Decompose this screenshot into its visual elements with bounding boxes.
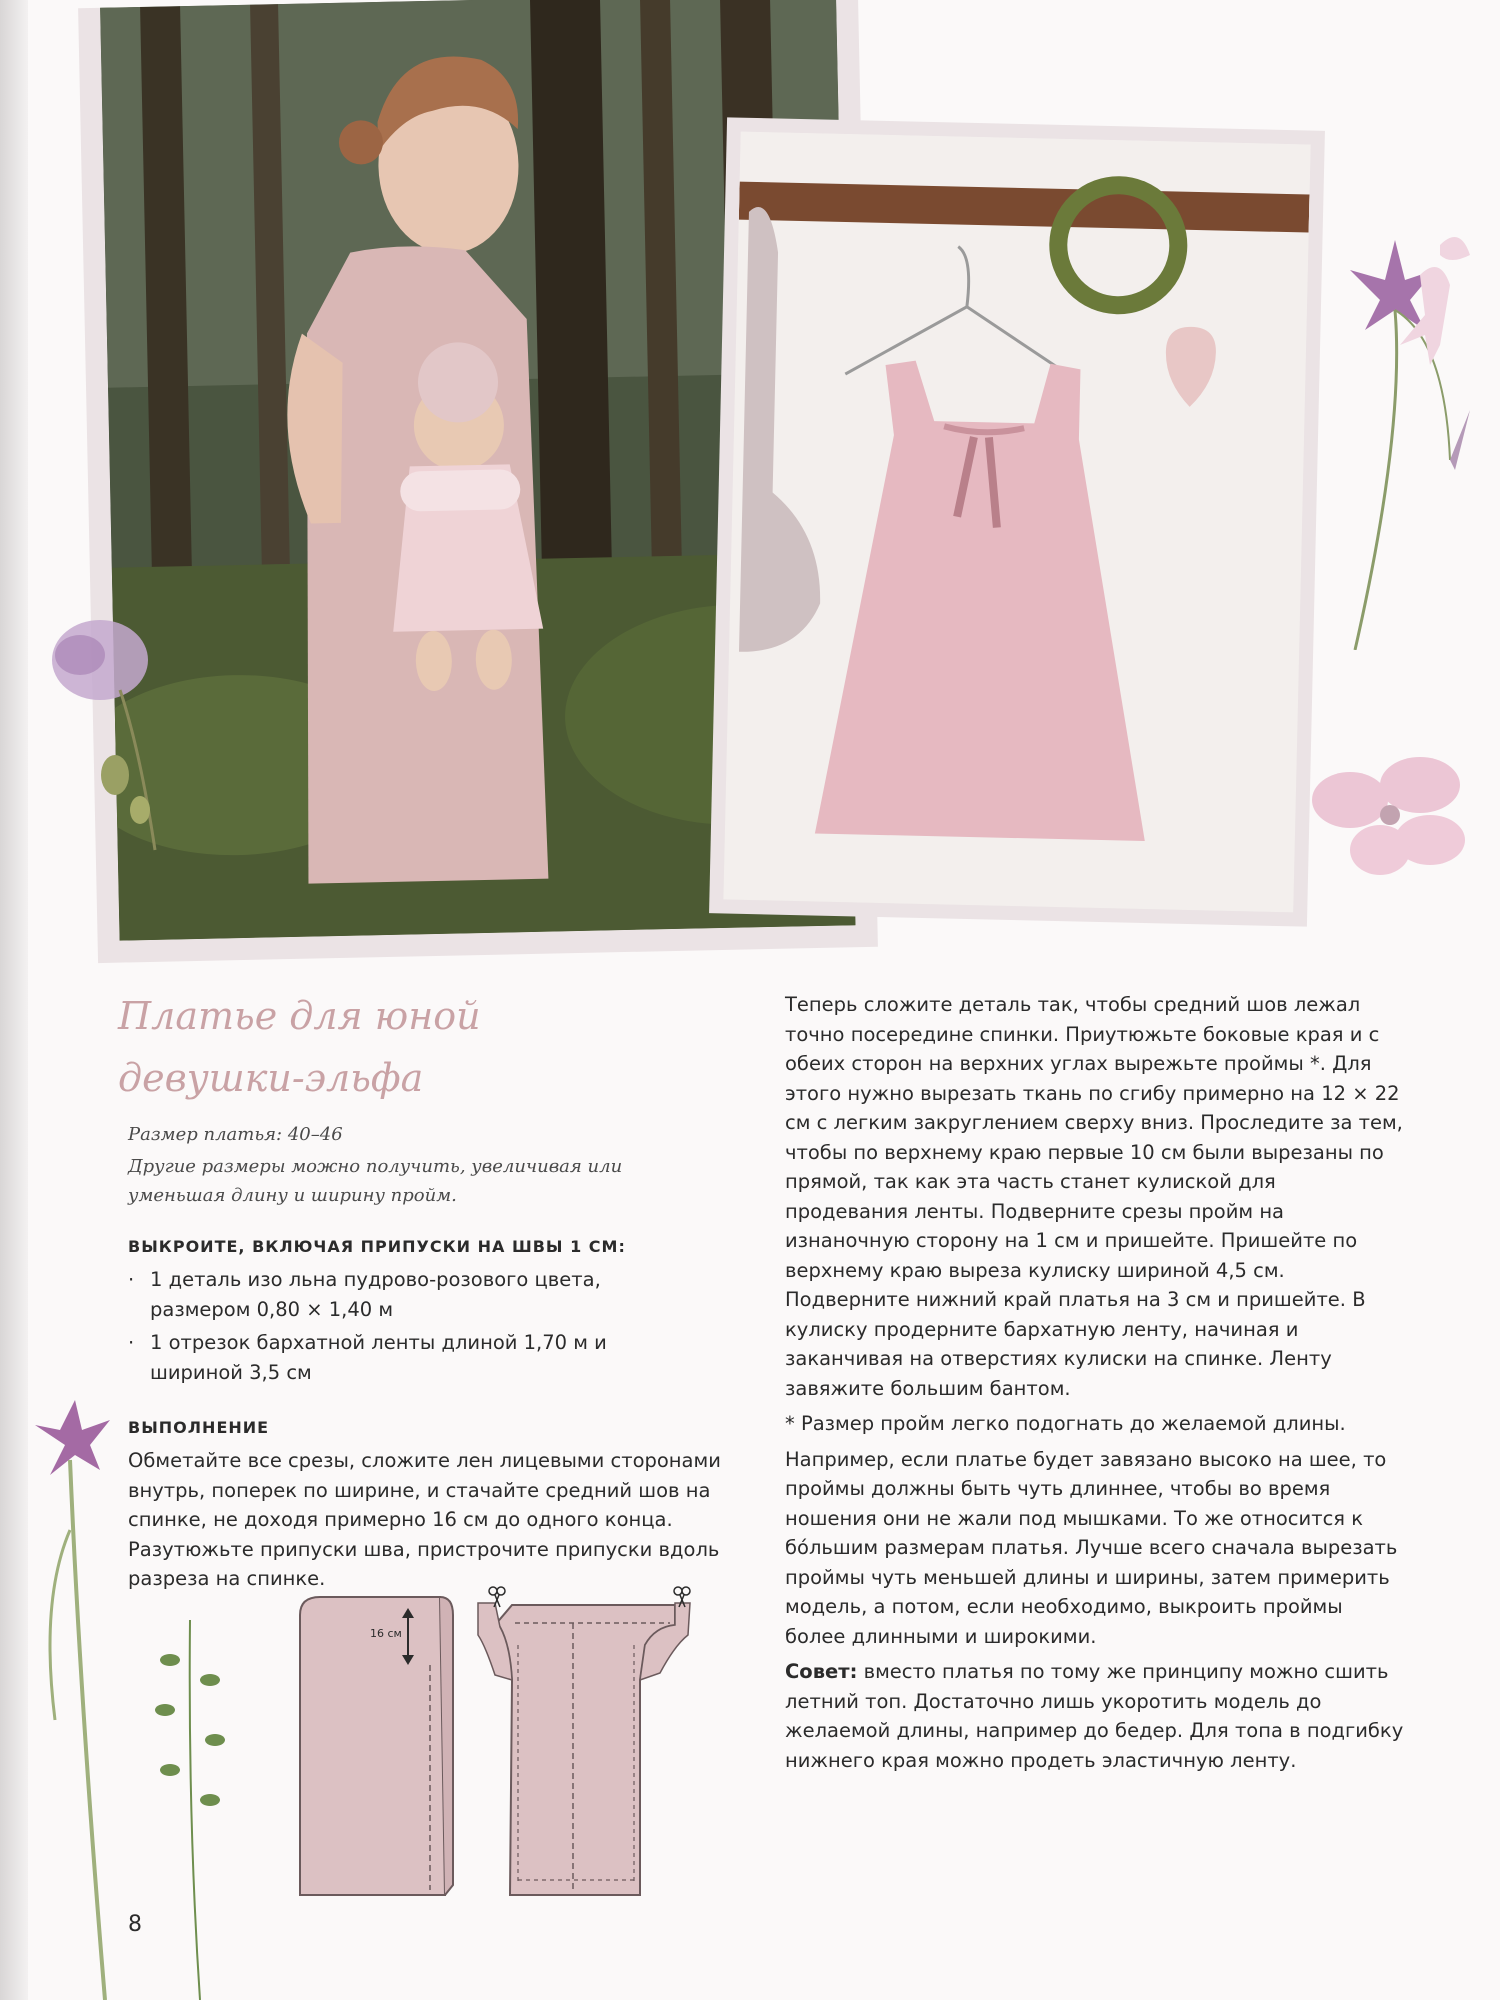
page-number: 8	[128, 1912, 142, 1937]
pink-geranium-flower-right	[1310, 740, 1470, 880]
article-title-line2: девушки-эльфа	[118, 1056, 424, 1100]
cut-list	[128, 1265, 678, 1391]
tip-paragraph	[785, 1657, 1405, 1775]
cut-item-text: 1 деталь изо льна пудрово-розового цвета, размером 0,80 × 1,40 м	[150, 1268, 601, 1321]
tip-text: вместо платья по тому же принципу можно сшить летний топ. Достаточно лишь укоротить модель до желаемой длины, например до бедер. Для топа в подгибку нижнего края можно продеть эластичную ленту.	[785, 1660, 1404, 1772]
diagram-dress-shape	[478, 1603, 690, 1895]
article-title	[118, 985, 558, 1109]
instructions-column	[785, 990, 1405, 1781]
dress-on-hanger-image	[723, 132, 1310, 913]
pressed-carnation-stem-left	[30, 1400, 120, 2000]
page-binding-shadow	[0, 0, 28, 2000]
instructions-paragraph-2: Например, если платье будет завязано высоко на шее, то проймы должны быть чуть длиннее, чтобы во время ношения они не жали под мышками. То же относится к бо́льшим размерам платья. Лучше всего сначала вырезать проймы чуть меньшей длины и ширины, затем примерить модель, а потом, если необходимо, выкроить проймы более длинными и широкими.	[785, 1447, 1398, 1648]
execution-heading: ВЫПОЛНЕНИЕ	[128, 1418, 270, 1437]
fairy-silhouette	[1380, 225, 1480, 365]
size-note: Другие размеры можно получить, увеличивая или уменьшая длину и ширину пройм.	[128, 1156, 623, 1206]
tip-label: Совет:	[785, 1660, 858, 1683]
measure-label-16cm: 16 см	[370, 1627, 402, 1640]
bullet: ·	[128, 1268, 135, 1291]
list-item	[128, 1265, 678, 1324]
dress-size: Размер платья: 40–46	[128, 1124, 343, 1145]
cut-item-text: 1 отрезок бархатной ленты длиной 1,70 м и шириной 3,5 см	[150, 1331, 607, 1384]
instructions-paragraph-1: Теперь сложите деталь так, чтобы средний шов лежал точно посередине спинки. Приутюжьте боковые края и с обеих сторон на верхних углах вырежьте проймы *. Для этого нужно вырезать ткань по сгибу примерно на 12 × 22 см с легким закруглением сверху вниз. Проследите за тем, чтобы по верхнему краю первые 10 см были вырезаны по прямой, так как эта часть станет кулиской для продевания ленты. Подверните срезы пройм на изнаночную сторону на 1 см и пришейте. Пришейте по верхнему краю выреза кулиску шириной 4,5 см. Подверните нижний край платья на 3 см и пришейте. В кулиску продерните бархатную ленту, начиная и заканчивая на отверстиях кулиски на спинке. Ленту завяжите большим бантом.	[785, 993, 1403, 1400]
photo-dress-on-hanger	[709, 117, 1325, 926]
pressed-geranium-flower-left	[30, 600, 170, 860]
cut-heading: ВЫКРОИТЕ, ВКЛЮЧАЯ ПРИПУСКИ НА ШВЫ 1 СМ:	[128, 1237, 626, 1256]
list-item	[128, 1328, 678, 1387]
article-title-line1: Платье для юной	[118, 994, 481, 1038]
sewing-diagram	[290, 1585, 700, 1915]
sewing-diagram-svg	[290, 1585, 700, 1915]
bullet: ·	[128, 1331, 135, 1354]
diagram-folded-fabric	[300, 1597, 453, 1895]
execution-text: Обметайте все срезы, сложите лен лицевыми сторонами внутрь, поперек по ширине, и стачайте средний шов на спинке, не доходя примерно 16 см до одного конца. Разутюжьте припуски шва, пристрочите припуски вдоль разреза на спинке.	[128, 1449, 721, 1590]
pressed-fern-sprig	[130, 1620, 250, 2000]
armhole-footnote: * Размер пройм легко подогнать до желаемой длины.	[785, 1412, 1346, 1435]
